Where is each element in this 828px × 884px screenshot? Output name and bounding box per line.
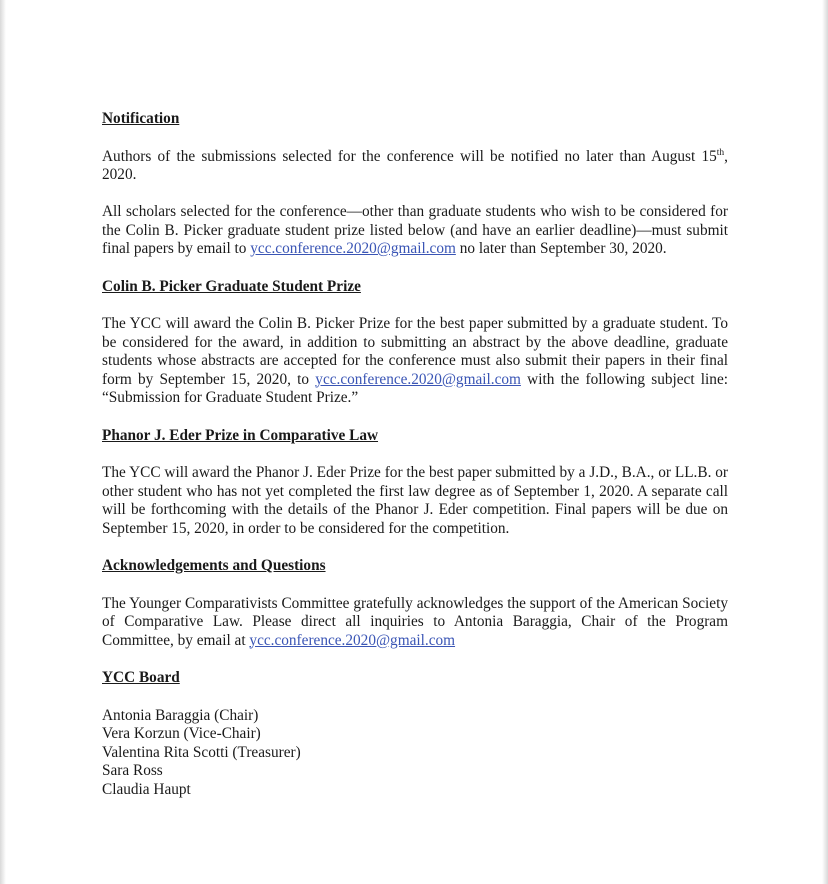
notification-heading: Notification — [102, 110, 180, 127]
board-member: Claudia Haupt — [102, 780, 191, 798]
notification-p2-text: All scholars selected for the conference—other than graduate students who wish to be considered for the Colin B. Picker graduate student prize listed below (and have an earlier deadline)—must submit final papers by email to — [102, 203, 728, 257]
board-heading: YCC Board — [102, 669, 180, 686]
notification-email-link[interactable]: ycc.conference.2020@gmail.com — [250, 240, 456, 257]
notification-paragraph-1 — [102, 148, 728, 185]
acknowledgements-heading: Acknowledgements and Questions — [102, 557, 326, 574]
eder-prize-paragraph: The YCC will award the Phanor J. Eder Prize for the best paper submitted by a J.D., B.A., or LL.B. or other student who has not yet completed the first law degree as of September 1, 2020. A separate call will be forthcoming with the details of the Phanor J. Eder competition. Final papers will be due on September 15, 2020, in order to be considered for the competition. — [102, 464, 728, 537]
board-member: Sara Ross — [102, 762, 163, 779]
picker-prize-paragraph — [102, 315, 728, 408]
document-content — [102, 110, 728, 799]
picker-prize-heading: Colin B. Picker Graduate Student Prize — [102, 277, 361, 295]
eder-prize-heading: Phanor J. Eder Prize in Comparative Law — [102, 426, 379, 444]
notification-p2-deadline: no later than September 30, 2020. — [455, 240, 667, 257]
page-edge-right — [822, 0, 828, 884]
notification-p1-superscript: th — [716, 147, 725, 158]
board-member: Antonia Baraggia (Chair) — [102, 706, 259, 724]
acknowledgements-text: The Younger Comparativists Committee gratefully acknowledges the support of the American Society of Comparative Law. Please direct all inquiries to Antonia Baraggia, Chair of the Program Committee, by email at — [102, 594, 728, 649]
notification-paragraph-2 — [102, 203, 728, 259]
acknowledgements-paragraph — [102, 595, 728, 651]
notification-p1-year: , 2020. — [102, 147, 728, 183]
picker-prize-email-link[interactable]: ycc.conference.2020@gmail.com — [315, 370, 521, 388]
notification-p1-text: Authors of the submissions selected for the conference will be notified no later than August 15 — [102, 147, 717, 165]
picker-prize-text: The YCC will award the Colin B. Picker Prize for the best paper submitted by a graduate student. To be considered for the award, in addition to submitting an abstract by the above deadline, graduate students whose abstracts are accepted for the conference must also submit their papers in their final form by September 15, 2020, to — [102, 315, 728, 388]
board-member-list — [102, 707, 728, 800]
acknowledgements-email-link[interactable]: ycc.conference.2020@gmail.com — [249, 631, 456, 649]
picker-prize-subject-line: with the following subject line: “Submission for Graduate Student Prize.” — [102, 370, 728, 406]
board-member: Valentina Rita Scotti (Treasurer) — [102, 743, 301, 761]
board-member: Vera Korzun (Vice-Chair) — [102, 725, 261, 742]
page-edge-left — [0, 0, 6, 884]
